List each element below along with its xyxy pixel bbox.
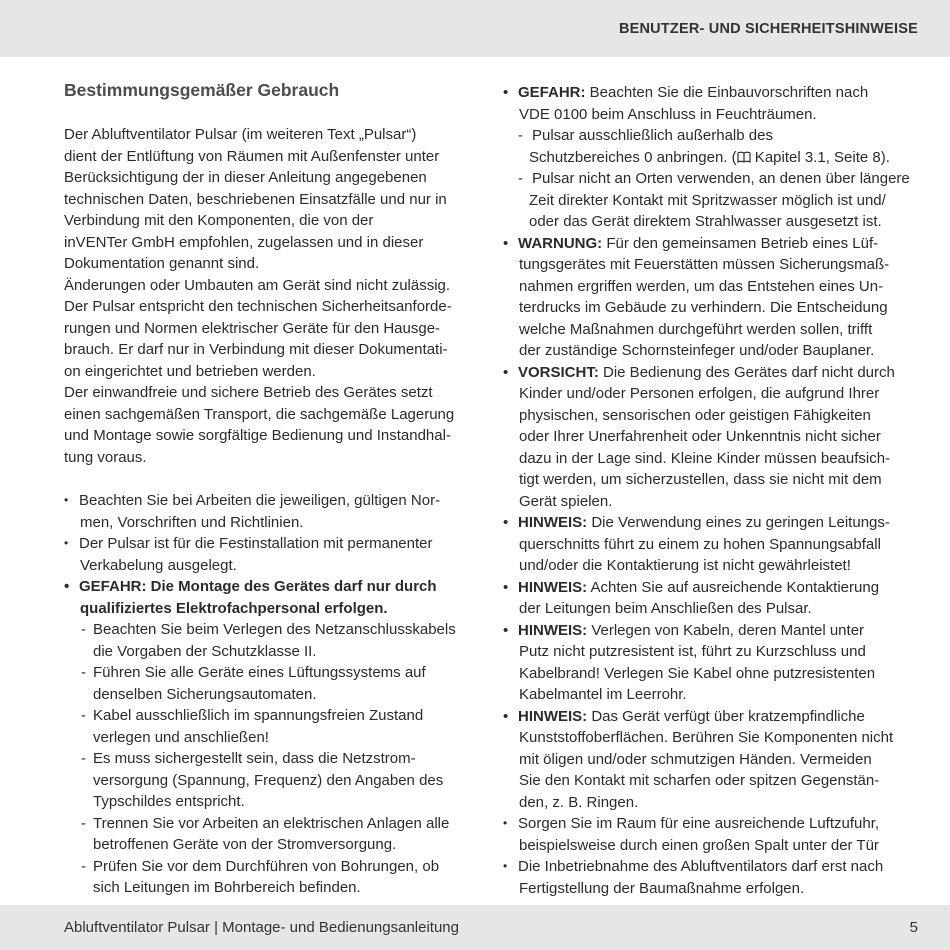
item-continuation: Sie den Kontakt mit scharfen oder spitzen Gegenstän- <box>519 772 880 789</box>
item-continuation: oder Ihrer Unerfahrenheit oder Unkenntnis nicht sicher <box>519 428 881 445</box>
item-continuation: der zuständige Schornsteinfeger und/oder Bauplaner. <box>519 342 875 359</box>
list-item-continuation: Verkabelung ausgelegt. <box>80 556 237 574</box>
item-continuation: Kabelbrand! Verlegen Sie Kabel ohne putzresistenten <box>519 664 876 682</box>
danger-item <box>503 82 923 104</box>
sub-text: Trennen Sie vor Arbeiten an elektrischen Anlagen alle <box>93 814 450 832</box>
safety-notes-list <box>503 82 923 899</box>
bullet-icon: • <box>503 363 509 381</box>
item-text: Die Inbetriebnahme des Abluftventilators darf erst nach <box>518 858 884 875</box>
item-continuation: den, z. B. Ringen. <box>519 793 639 811</box>
list-item <box>503 813 923 835</box>
bullet-icon: • <box>503 621 509 639</box>
list-text: Beachten Sie bei Arbeiten die jeweiligen, gültigen Nor- <box>79 492 441 509</box>
bullet-icon: • <box>64 493 69 507</box>
sub-item <box>64 705 484 727</box>
item-continuation: physischen, sensorischen oder geistigen Fähigkeiten <box>519 406 871 424</box>
caution-item <box>503 362 923 384</box>
sub-text: Beachten Sie beim Verlegen des Netzanschlusskabels <box>93 621 456 638</box>
item-continuation: Kinder und/oder Personen erfolgen, die aufgrund Ihrer <box>519 385 880 402</box>
item-continuation: und/oder die Kontaktierung ist nicht gewährleistet! <box>519 557 851 574</box>
danger-item <box>64 576 484 598</box>
item-continuation: VDE 0100 beim Anschluss in Feuchträumen. <box>519 105 817 123</box>
item-continuation: querschnitts führt zu einem zu hohen Spannungsabfall <box>519 535 881 553</box>
list-item <box>64 533 484 555</box>
sub-item <box>64 856 484 878</box>
warning-item <box>503 233 923 255</box>
text-line: tung voraus. <box>64 448 147 466</box>
dash-icon: - <box>518 127 523 144</box>
dash-icon: - <box>81 814 86 832</box>
warning-label: WARNUNG: <box>518 234 603 252</box>
dash-icon: - <box>81 621 86 638</box>
note-label: HINWEIS: <box>518 514 588 531</box>
bullet-icon: • <box>503 234 509 252</box>
item-continuation: Kunststoffoberflächen. Berühren Sie Komponenten nicht <box>519 729 894 746</box>
bullet-icon: • <box>503 707 509 725</box>
bullet-list <box>64 490 484 899</box>
list-item-continuation: men, Vorschriften und Richtlinien. <box>80 513 304 531</box>
bullet-icon: • <box>503 514 509 531</box>
text-line: on eingerichtet und betrieben werden. <box>64 362 316 380</box>
text-line: Berücksichtigung der in dieser Anleitung angegebenen <box>64 169 427 186</box>
item-text: Achten Sie auf ausreichende Kontaktierung <box>587 578 880 596</box>
document-title: Abluftventilator Pulsar | Montage- und Bedienungsanleitung <box>64 919 459 936</box>
text-line: rungen und Normen elektrischer Geräte für den Hausge- <box>64 319 441 337</box>
danger-label: GEFAHR: <box>518 84 586 101</box>
text-line: brauch. Er darf nur in Verbindung mit dieser Dokumentati- <box>64 341 448 358</box>
item-continuation: Kabelmantel im Leerrohr. <box>519 686 687 703</box>
sub-continuation: betroffenen Geräte von der Stromversorgung. <box>93 836 397 853</box>
item-text: Verlegen von Kabeln, deren Mantel unter <box>587 621 865 639</box>
caution-label: VORSICHT: <box>518 363 599 381</box>
sub-item <box>64 662 484 684</box>
item-continuation: terdrucks im Gebäude zu verhindern. Die Entscheidung <box>519 299 888 316</box>
text-line: einen sachgemäßen Transport, die sachgemäße Lagerung <box>64 405 455 423</box>
bullet-icon: • <box>503 816 508 830</box>
sub-text: Pulsar ausschließlich außerhalb des <box>532 127 773 144</box>
item-continuation: mit öligen und/oder schmutzigen Händen. Vermeiden <box>519 750 872 768</box>
item-continuation: welche Maßnahmen durchgeführt werden sollen, trifft <box>519 320 873 338</box>
list-item <box>64 490 484 512</box>
text-line: Der Pulsar entspricht den technischen Sicherheitsanforde- <box>64 298 452 315</box>
text-line: Änderungen oder Umbauten am Gerät sind nicht zulässig. <box>64 276 451 294</box>
section-title: BENUTZER- UND SICHERHEITSHINWEISE <box>618 21 918 37</box>
item-text: Die Bedienung des Gerätes darf nicht durch <box>598 363 895 381</box>
sub-continuation: sich Leitungen im Bohrbereich befinden. <box>93 879 361 896</box>
bullet-icon: • <box>64 578 70 595</box>
note-item <box>503 620 923 642</box>
item-continuation: Putz nicht putzresistent ist, führt zu Kurzschluss und <box>519 643 866 660</box>
text-line: und Montage sowie sorgfältige Bedienung und Instandhal- <box>64 427 451 444</box>
sub-text: Führen Sie alle Geräte eines Lüftungssystems auf <box>93 664 426 681</box>
text-line: inVENTer GmbH empfohlen, zugelassen und in dieser <box>64 233 424 251</box>
item-text: Sorgen Sie im Raum für eine ausreichende Luftzufuhr, <box>518 815 880 832</box>
text-line: Dokumentation genannt sind. <box>64 255 260 272</box>
item-text: Das Gerät verfügt über kratzempfindliche <box>587 707 865 725</box>
item-continuation: dazu in der Lage sind. Kleine Kinder müssen beaufsich- <box>519 449 891 467</box>
page-header <box>0 0 950 57</box>
sub-continuation: Schutzbereiches 0 anbringen. ( Kapitel 3.1, Seite 8). <box>529 148 890 166</box>
item-text: Die Verwendung eines zu geringen Leitungs- <box>587 514 890 531</box>
dash-icon: - <box>518 170 523 187</box>
sub-continuation: Typschildes entspricht. <box>93 793 245 810</box>
sub-continuation: versorgung (Spannung, Frequenz) den Angaben des <box>93 771 444 789</box>
item-text: Für den gemeinsamen Betrieb eines Lüf- <box>602 234 879 252</box>
section-heading: Bestimmungsgemäßer Gebrauch <box>64 80 340 100</box>
sub-continuation: die Vorgaben der Schutzklasse II. <box>93 642 317 660</box>
item-continuation: Gerät spielen. <box>519 492 613 510</box>
page-number: 5 <box>909 919 918 936</box>
dash-icon: - <box>81 857 86 875</box>
dash-icon: - <box>81 707 86 724</box>
page-footer <box>0 905 950 950</box>
bullet-icon: • <box>64 536 69 550</box>
note-item <box>503 577 923 599</box>
bullet-icon: • <box>503 84 509 101</box>
text-line: Der Abluftventilator Pulsar (im weiteren Text „Pulsar“) <box>64 126 417 143</box>
book-icon <box>737 148 751 160</box>
danger-continuation: qualifiziertes Elektrofachpersonal erfolgen. <box>80 599 388 617</box>
sub-text: Pulsar nicht an Orten verwenden, an denen über längere <box>532 170 910 187</box>
item-continuation: tigt werden, um sicherzustellen, dass sie nicht mit dem <box>519 471 882 488</box>
sub-item <box>64 619 484 641</box>
sub-item <box>503 125 923 147</box>
sub-text: Prüfen Sie vor dem Durchführen von Bohrungen, ob <box>93 857 440 875</box>
sub-continuation: denselben Sicherungsautomaten. <box>93 685 317 703</box>
note-label: HINWEIS: <box>518 707 588 725</box>
list-item <box>503 856 923 878</box>
text-line: Der einwandfreie und sichere Betrieb des Gerätes setzt <box>64 384 433 401</box>
sub-item <box>64 748 484 770</box>
item-continuation: Fertigstellung der Baumaßnahme erfolgen. <box>519 879 805 897</box>
item-continuation: beispielsweise durch einen großen Spalt unter der Tür <box>519 836 879 854</box>
item-continuation: der Leitungen beim Anschließen des Pulsar. <box>519 600 812 617</box>
intro-paragraph <box>64 124 484 468</box>
dash-icon: - <box>81 750 86 767</box>
sub-continuation: Zeit direkter Kontakt mit Spritzwasser möglich ist und/ <box>529 191 886 209</box>
note-item <box>503 512 923 534</box>
text-line: dient der Entlüftung von Räumen mit Außenfenster unter <box>64 147 440 165</box>
bullet-icon: • <box>503 859 508 873</box>
text-line: technischen Daten, beschriebenen Einsatzfälle und nur in <box>64 190 447 208</box>
text-line: Verbindung mit den Komponenten, die von der <box>64 212 374 229</box>
sub-text: Kabel ausschließlich im spannungsfreien Zustand <box>93 707 424 724</box>
dash-icon: - <box>81 664 86 681</box>
item-continuation: tungsgerätes mit Feuerstätten müssen Sicherungsmaß- <box>519 256 890 273</box>
sub-continuation: verlegen und anschließen! <box>93 728 269 746</box>
danger-text: GEFAHR: Die Montage des Gerätes darf nur durch <box>79 578 437 595</box>
item-continuation: nahmen ergriffen werden, um das Entstehen eines Un- <box>519 277 884 295</box>
note-label: HINWEIS: <box>518 578 588 596</box>
list-text: Der Pulsar ist für die Festinstallation mit permanenter <box>79 535 433 552</box>
note-item <box>503 706 923 728</box>
sub-item <box>64 813 484 835</box>
sub-continuation: oder das Gerät direktem Strahlwasser ausgesetzt ist. <box>529 213 882 230</box>
bullet-icon: • <box>503 578 509 596</box>
item-text: Beachten Sie die Einbauvorschriften nach <box>585 84 869 101</box>
sub-item <box>503 168 923 190</box>
note-label: HINWEIS: <box>518 621 588 639</box>
sub-text: Es muss sichergestellt sein, dass die Netzstrom- <box>93 750 416 767</box>
